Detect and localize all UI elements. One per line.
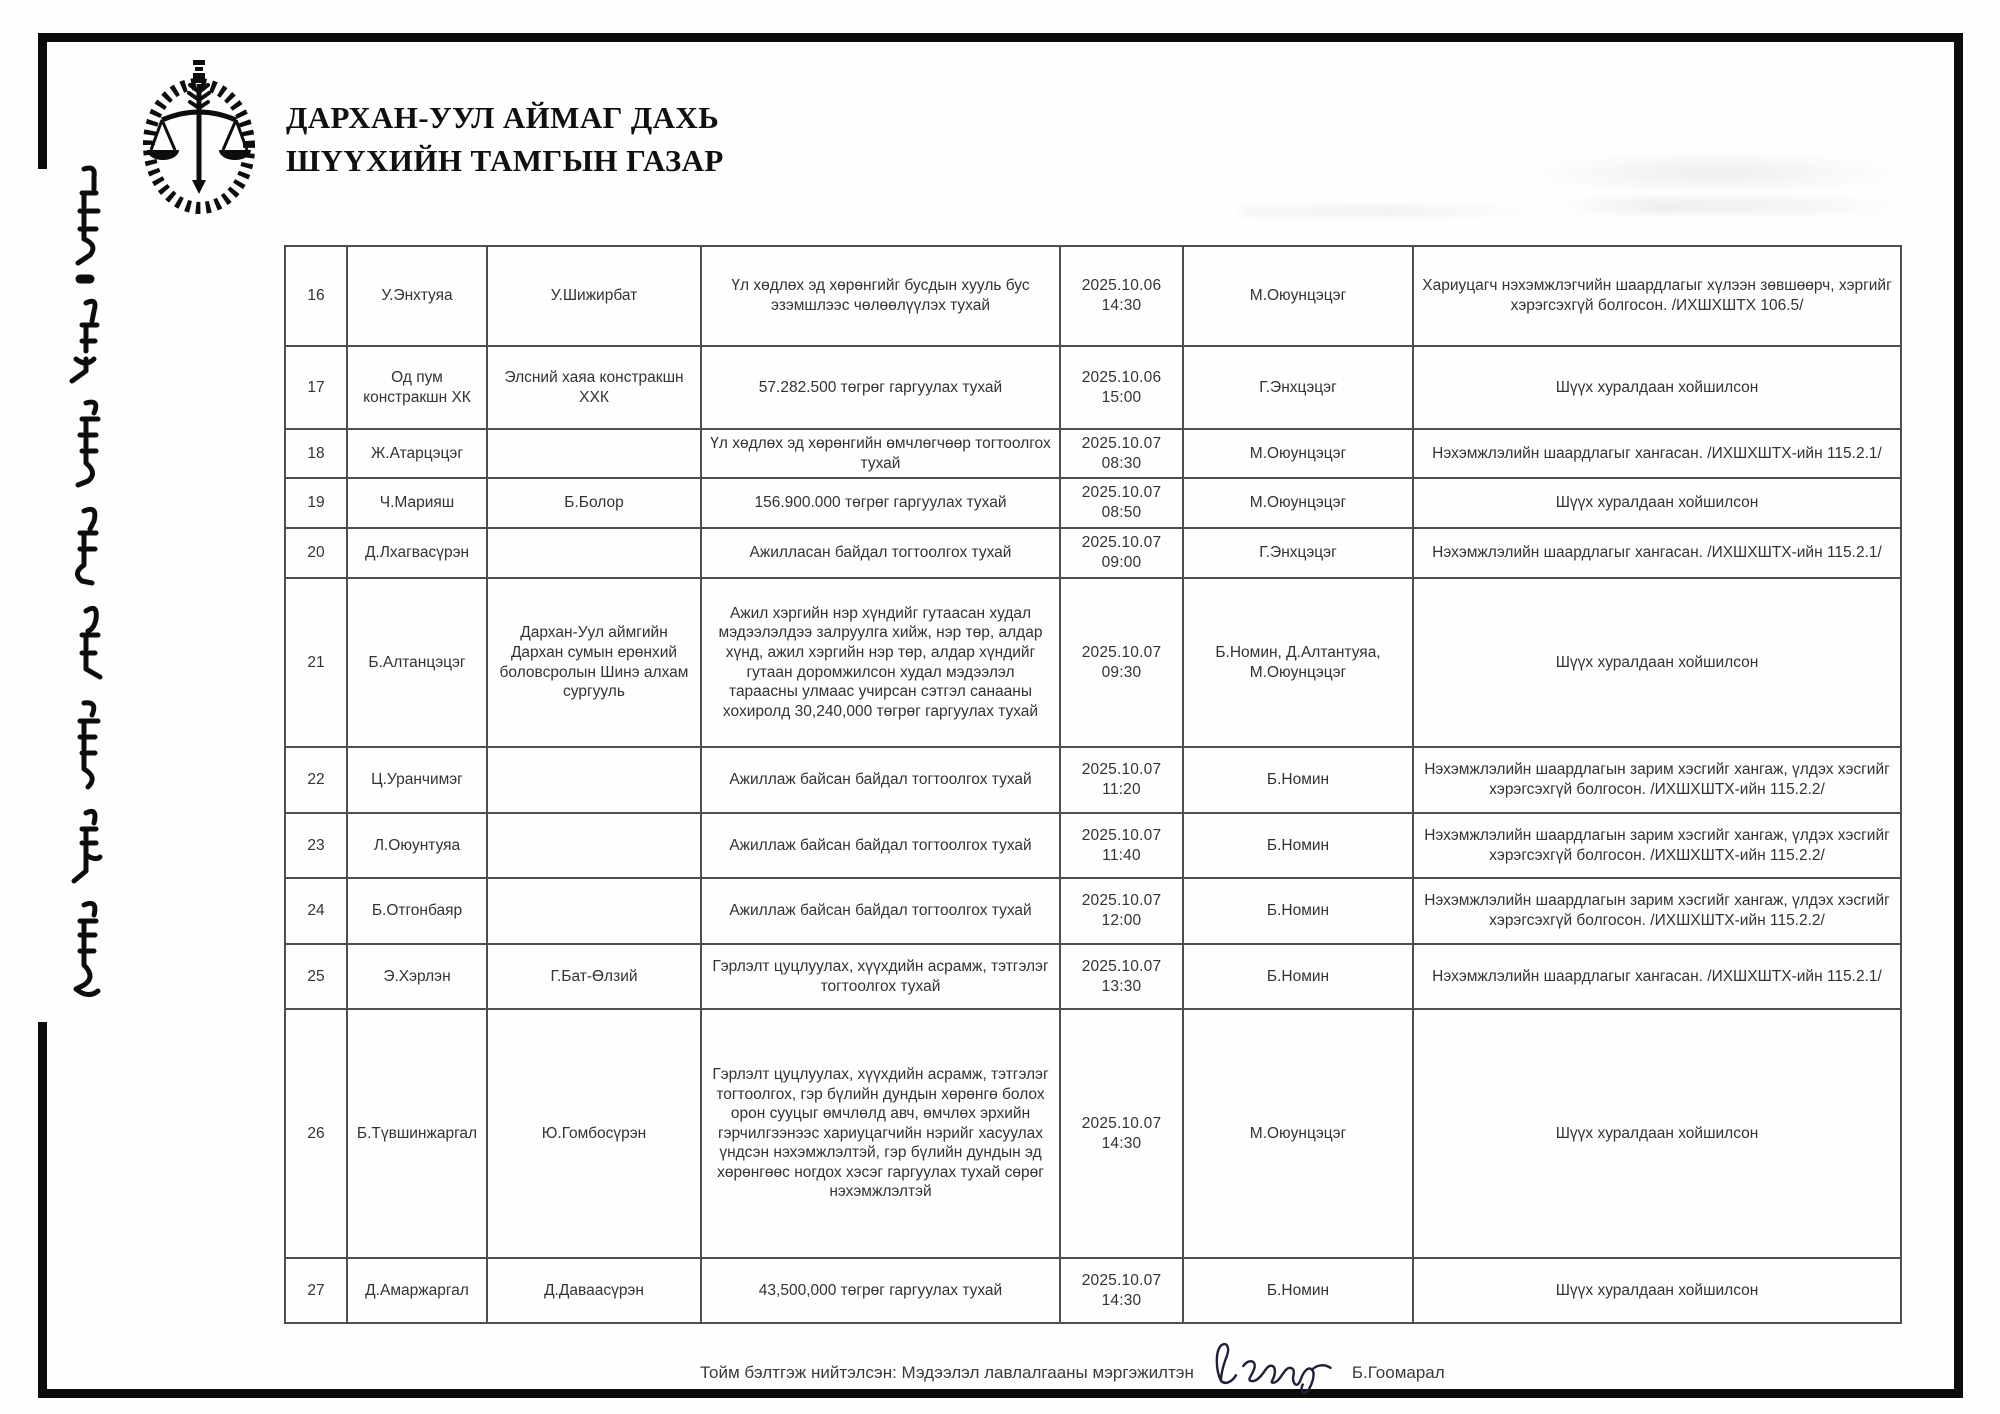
cell-datetime [1060, 528, 1183, 578]
hearing-date: 2025.10.07 [1081, 1271, 1162, 1289]
cell-plaintiff: Л.Оюунтуяа [347, 813, 487, 878]
cell-row-number: 26 [285, 1009, 347, 1258]
table-row [285, 1009, 1901, 1258]
cell-row-number: 24 [285, 878, 347, 944]
org-title-line2: ШҮҮХИЙН ТАМГЫН ГАЗАР [286, 143, 724, 178]
cell-row-number: 25 [285, 944, 347, 1009]
table-row [285, 478, 1901, 528]
cell-plaintiff: Ц.Уранчимэг [347, 747, 487, 813]
cell-datetime [1060, 747, 1183, 813]
hearing-time: 14:30 [1101, 1134, 1142, 1152]
cell-plaintiff: Б.Алтанцэцэг [347, 578, 487, 747]
hearing-date: 2025.10.07 [1081, 484, 1162, 502]
cell-row-number: 18 [285, 429, 347, 478]
table-row [285, 346, 1901, 429]
cell-judge: Б.Номин [1183, 878, 1413, 944]
cell-judge: Г.Энхцэцэг [1183, 346, 1413, 429]
cell-row-number: 21 [285, 578, 347, 747]
cell-case-subject: Гэрлэлт цуцлуулах, хүүхдийн асрамж, тэтгэлэг тогтоолгох тухай [701, 944, 1060, 1009]
signer-name: Б.Гоомарал [1351, 1363, 1445, 1382]
cell-defendant [487, 813, 701, 878]
hearing-date: 2025.10.07 [1081, 892, 1162, 910]
cell-defendant [487, 878, 701, 944]
hearing-time: 15:00 [1101, 388, 1142, 406]
mongolian-script-icon [46, 163, 120, 1025]
cell-datetime [1060, 578, 1183, 747]
handwritten-signature-icon [1208, 1338, 1338, 1394]
page-border-left-upper [38, 33, 47, 169]
hearing-date: 2025.10.07 [1081, 434, 1162, 452]
table-row [285, 528, 1901, 578]
hearing-time: 08:30 [1101, 454, 1142, 472]
cell-defendant: Д.Даваасүрэн [487, 1258, 701, 1323]
cell-plaintiff: Д.Амаржаргал [347, 1258, 487, 1323]
cell-judge: М.Оюунцэцэг [1183, 246, 1413, 346]
page-border-top [38, 33, 1963, 42]
table-row [285, 429, 1901, 478]
cell-judge: Б.Номин [1183, 1258, 1413, 1323]
prepared-by-label: Тойм бэлтгэж нийтэлсэн: Мэдээлэл лавлалгааны мэргэжилтэн [700, 1363, 1194, 1382]
cell-judge: Б.Номин, Д.Алтантуяа, М.Оюунцэцэг [1183, 578, 1413, 747]
hearing-time: 14:30 [1101, 297, 1142, 314]
cell-result: Шүүх хуралдаан хойшилсон [1413, 346, 1901, 429]
hearing-date: 2025.10.07 [1081, 826, 1162, 844]
cell-result: Шүүх хуралдаан хойшилсон [1413, 578, 1901, 747]
table-row [285, 813, 1901, 878]
cell-row-number: 23 [285, 813, 347, 878]
cell-defendant [487, 429, 701, 478]
cell-result: Шүүх хуралдаан хойшилсон [1413, 478, 1901, 528]
court-hearings-table [284, 245, 1902, 1324]
cell-plaintiff: Ч.Марияш [347, 478, 487, 528]
hearing-time: 11:20 [1102, 781, 1141, 798]
table-row [285, 944, 1901, 1009]
cell-datetime [1060, 944, 1183, 1009]
cell-row-number: 22 [285, 747, 347, 813]
hearing-date: 2025.10.07 [1081, 1114, 1162, 1132]
hearing-time: 13:30 [1101, 977, 1142, 995]
table-row [285, 246, 1901, 346]
table-row [285, 878, 1901, 944]
cell-case-subject: 57.282.500 төгрөг гаргуулах тухай [701, 346, 1060, 429]
cell-defendant: Дархан-Уул аймгийн Дархан сумын ерөнхий боловсролын Шинэ алхам сургууль [487, 578, 701, 747]
cell-judge: Б.Номин [1183, 747, 1413, 813]
hearing-date: 2025.10.07 [1081, 534, 1162, 552]
cell-datetime [1060, 1009, 1183, 1258]
footer [0, 1338, 2000, 1396]
cell-result: Шүүх хуралдаан хойшилсон [1413, 1258, 1901, 1323]
cell-plaintiff: Ж.Атарцэцэг [347, 429, 487, 478]
cell-result: Нэхэмжлэлийн шаардлагын зарим хэсгийг хангаж, үлдэх хэсгийг хэрэгсэхгүй болгосон. /ИХШХШТХ-ийн 115.2.2/ [1413, 878, 1901, 944]
cell-case-subject: Ажилласан байдал тогтоолгох тухай [701, 528, 1060, 578]
cell-defendant [487, 528, 701, 578]
court-emblem-logo-icon [138, 58, 260, 216]
cell-datetime [1060, 346, 1183, 429]
cell-defendant: Б.Болор [487, 478, 701, 528]
org-title-line1: ДАРХАН-УУЛ АЙМАГ ДАХЬ [286, 100, 720, 135]
cell-judge: Б.Номин [1183, 813, 1413, 878]
cell-plaintiff: У.Энхтуяа [347, 246, 487, 346]
cell-plaintiff: Б.Түвшинжаргал [347, 1009, 487, 1258]
table-row [285, 578, 1901, 747]
cell-case-subject: Гэрлэлт цуцлуулах, хүүхдийн асрамж, тэтгэлэг тогтоолгох, гэр бүлийн дундын хөрөнгө болох орон сууцыг өмчлөлд авч, өмчлөх эрхийн гэрчилгээнээс хариуцагчийн нэрийг хасуулах үндсэн нэхэмжлэлтэй, гэр бүлийн дундын эд хөрөнгөөс ногдох хэсэг гаргуулах тухай сөрөг нэхэмжлэлтэй [701, 1009, 1060, 1258]
cell-datetime [1060, 813, 1183, 878]
hearing-date: 2025.10.07 [1081, 761, 1162, 779]
cell-case-subject: Ажиллаж байсан байдал тогтоолгох тухай [701, 747, 1060, 813]
cell-row-number: 16 [285, 246, 347, 346]
cell-defendant: У.Шижирбат [487, 246, 701, 346]
cell-plaintiff: Д.Лхагвасүрэн [347, 528, 487, 578]
scan-artifact [1520, 150, 1910, 196]
table-row [285, 747, 1901, 813]
cell-case-subject: Ажиллаж байсан байдал тогтоолгох тухай [701, 813, 1060, 878]
cell-row-number: 19 [285, 478, 347, 528]
scan-artifact [1240, 205, 1540, 217]
hearing-time: 11:40 [1102, 846, 1141, 864]
cell-result: Шүүх хуралдаан хойшилсон [1413, 1009, 1901, 1258]
hearing-time: 08:50 [1101, 504, 1142, 521]
page-border-right [1954, 33, 1963, 1398]
hearing-date: 2025.10.06 [1081, 368, 1162, 386]
hearing-date: 2025.10.07 [1081, 643, 1162, 661]
hearing-time: 09:00 [1101, 554, 1142, 571]
cell-defendant: Ю.Гомбосүрэн [487, 1009, 701, 1258]
cell-result: Нэхэмжлэлийн шаардлагын зарим хэсгийг хангаж, үлдэх хэсгийг хэрэгсэхгүй болгосон. /ИХШХШТХ-ийн 115.2.2/ [1413, 813, 1901, 878]
cell-case-subject: 156.900.000 төгрөг гаргуулах тухай [701, 478, 1060, 528]
hearing-date: 2025.10.07 [1081, 957, 1162, 975]
table-row [285, 1258, 1901, 1323]
cell-plaintiff: Э.Хэрлэн [347, 944, 487, 1009]
cell-plaintiff: Од пум констракшн ХК [347, 346, 487, 429]
cell-case-subject: Үл хөдлөх эд хөрөнгийг бусдын хууль бус эзэмшлээс чөлөөлүүлэх тухай [701, 246, 1060, 346]
cell-case-subject: Үл хөдлөх эд хөрөнгийн өмчлөгчөөр тогтоолгох тухай [701, 429, 1060, 478]
cell-result: Нэхэмжлэлийн шаардлагыг хангасан. /ИХШХШТХ-ийн 115.2.1/ [1413, 429, 1901, 478]
cell-plaintiff: Б.Отгонбаяр [347, 878, 487, 944]
cell-datetime [1060, 429, 1183, 478]
cell-result: Нэхэмжлэлийн шаардлагын зарим хэсгийг хангаж, үлдэх хэсгийг хэрэгсэхгүй болгосон. /ИХШХШТХ-ийн 115.2.2/ [1413, 747, 1901, 813]
cell-defendant [487, 747, 701, 813]
cell-row-number: 17 [285, 346, 347, 429]
org-title [286, 96, 724, 182]
cell-result: Нэхэмжлэлийн шаардлагыг хангасан. /ИХШХШТХ-ийн 115.2.1/ [1413, 944, 1901, 1009]
cell-datetime [1060, 246, 1183, 346]
cell-case-subject: Ажил хэргийн нэр хүндийг гутаасан худал мэдээлэлдээ залруулга хийж, нэр төр, алдар хүнд, ажил хэргийн нэр төр, алдар хүндийг гутаан доромжилсон худал мэдээлэл тараасны улмаас учирсан сэтгэл санааны хохиролд 30,240,000 төгрөг гаргуулах тухай [701, 578, 1060, 747]
hearing-time: 14:30 [1101, 1291, 1142, 1309]
cell-defendant: Элсний хаяа констракшн ХХК [487, 346, 701, 429]
hearing-time: 09:30 [1101, 663, 1142, 681]
cell-judge: М.Оюунцэцэг [1183, 429, 1413, 478]
cell-row-number: 20 [285, 528, 347, 578]
cell-judge: М.Оюунцэцэг [1183, 478, 1413, 528]
cell-datetime [1060, 478, 1183, 528]
cell-judge: М.Оюунцэцэг [1183, 1009, 1413, 1258]
cell-defendant: Г.Бат-Өлзий [487, 944, 701, 1009]
scan-artifact [1560, 198, 1900, 214]
cell-datetime [1060, 1258, 1183, 1323]
hearing-date: 2025.10.06 [1081, 277, 1162, 295]
cell-result: Хариуцагч нэхэмжлэгчийн шаардлагыг хүлээн зөвшөөрч, хэргийг хэрэгсэхгүй болгосон. /ИХШХШТХ 106.5/ [1413, 246, 1901, 346]
cell-case-subject: Ажиллаж байсан байдал тогтоолгох тухай [701, 878, 1060, 944]
cell-judge: Б.Номин [1183, 944, 1413, 1009]
cell-case-subject: 43,500,000 төгрөг гаргуулах тухай [701, 1258, 1060, 1323]
cell-row-number: 27 [285, 1258, 347, 1323]
cell-datetime [1060, 878, 1183, 944]
hearing-time: 12:00 [1101, 912, 1142, 929]
cell-result: Нэхэмжлэлийн шаардлагыг хангасан. /ИХШХШТХ-ийн 115.2.1/ [1413, 528, 1901, 578]
cell-judge: Г.Энхцэцэг [1183, 528, 1413, 578]
